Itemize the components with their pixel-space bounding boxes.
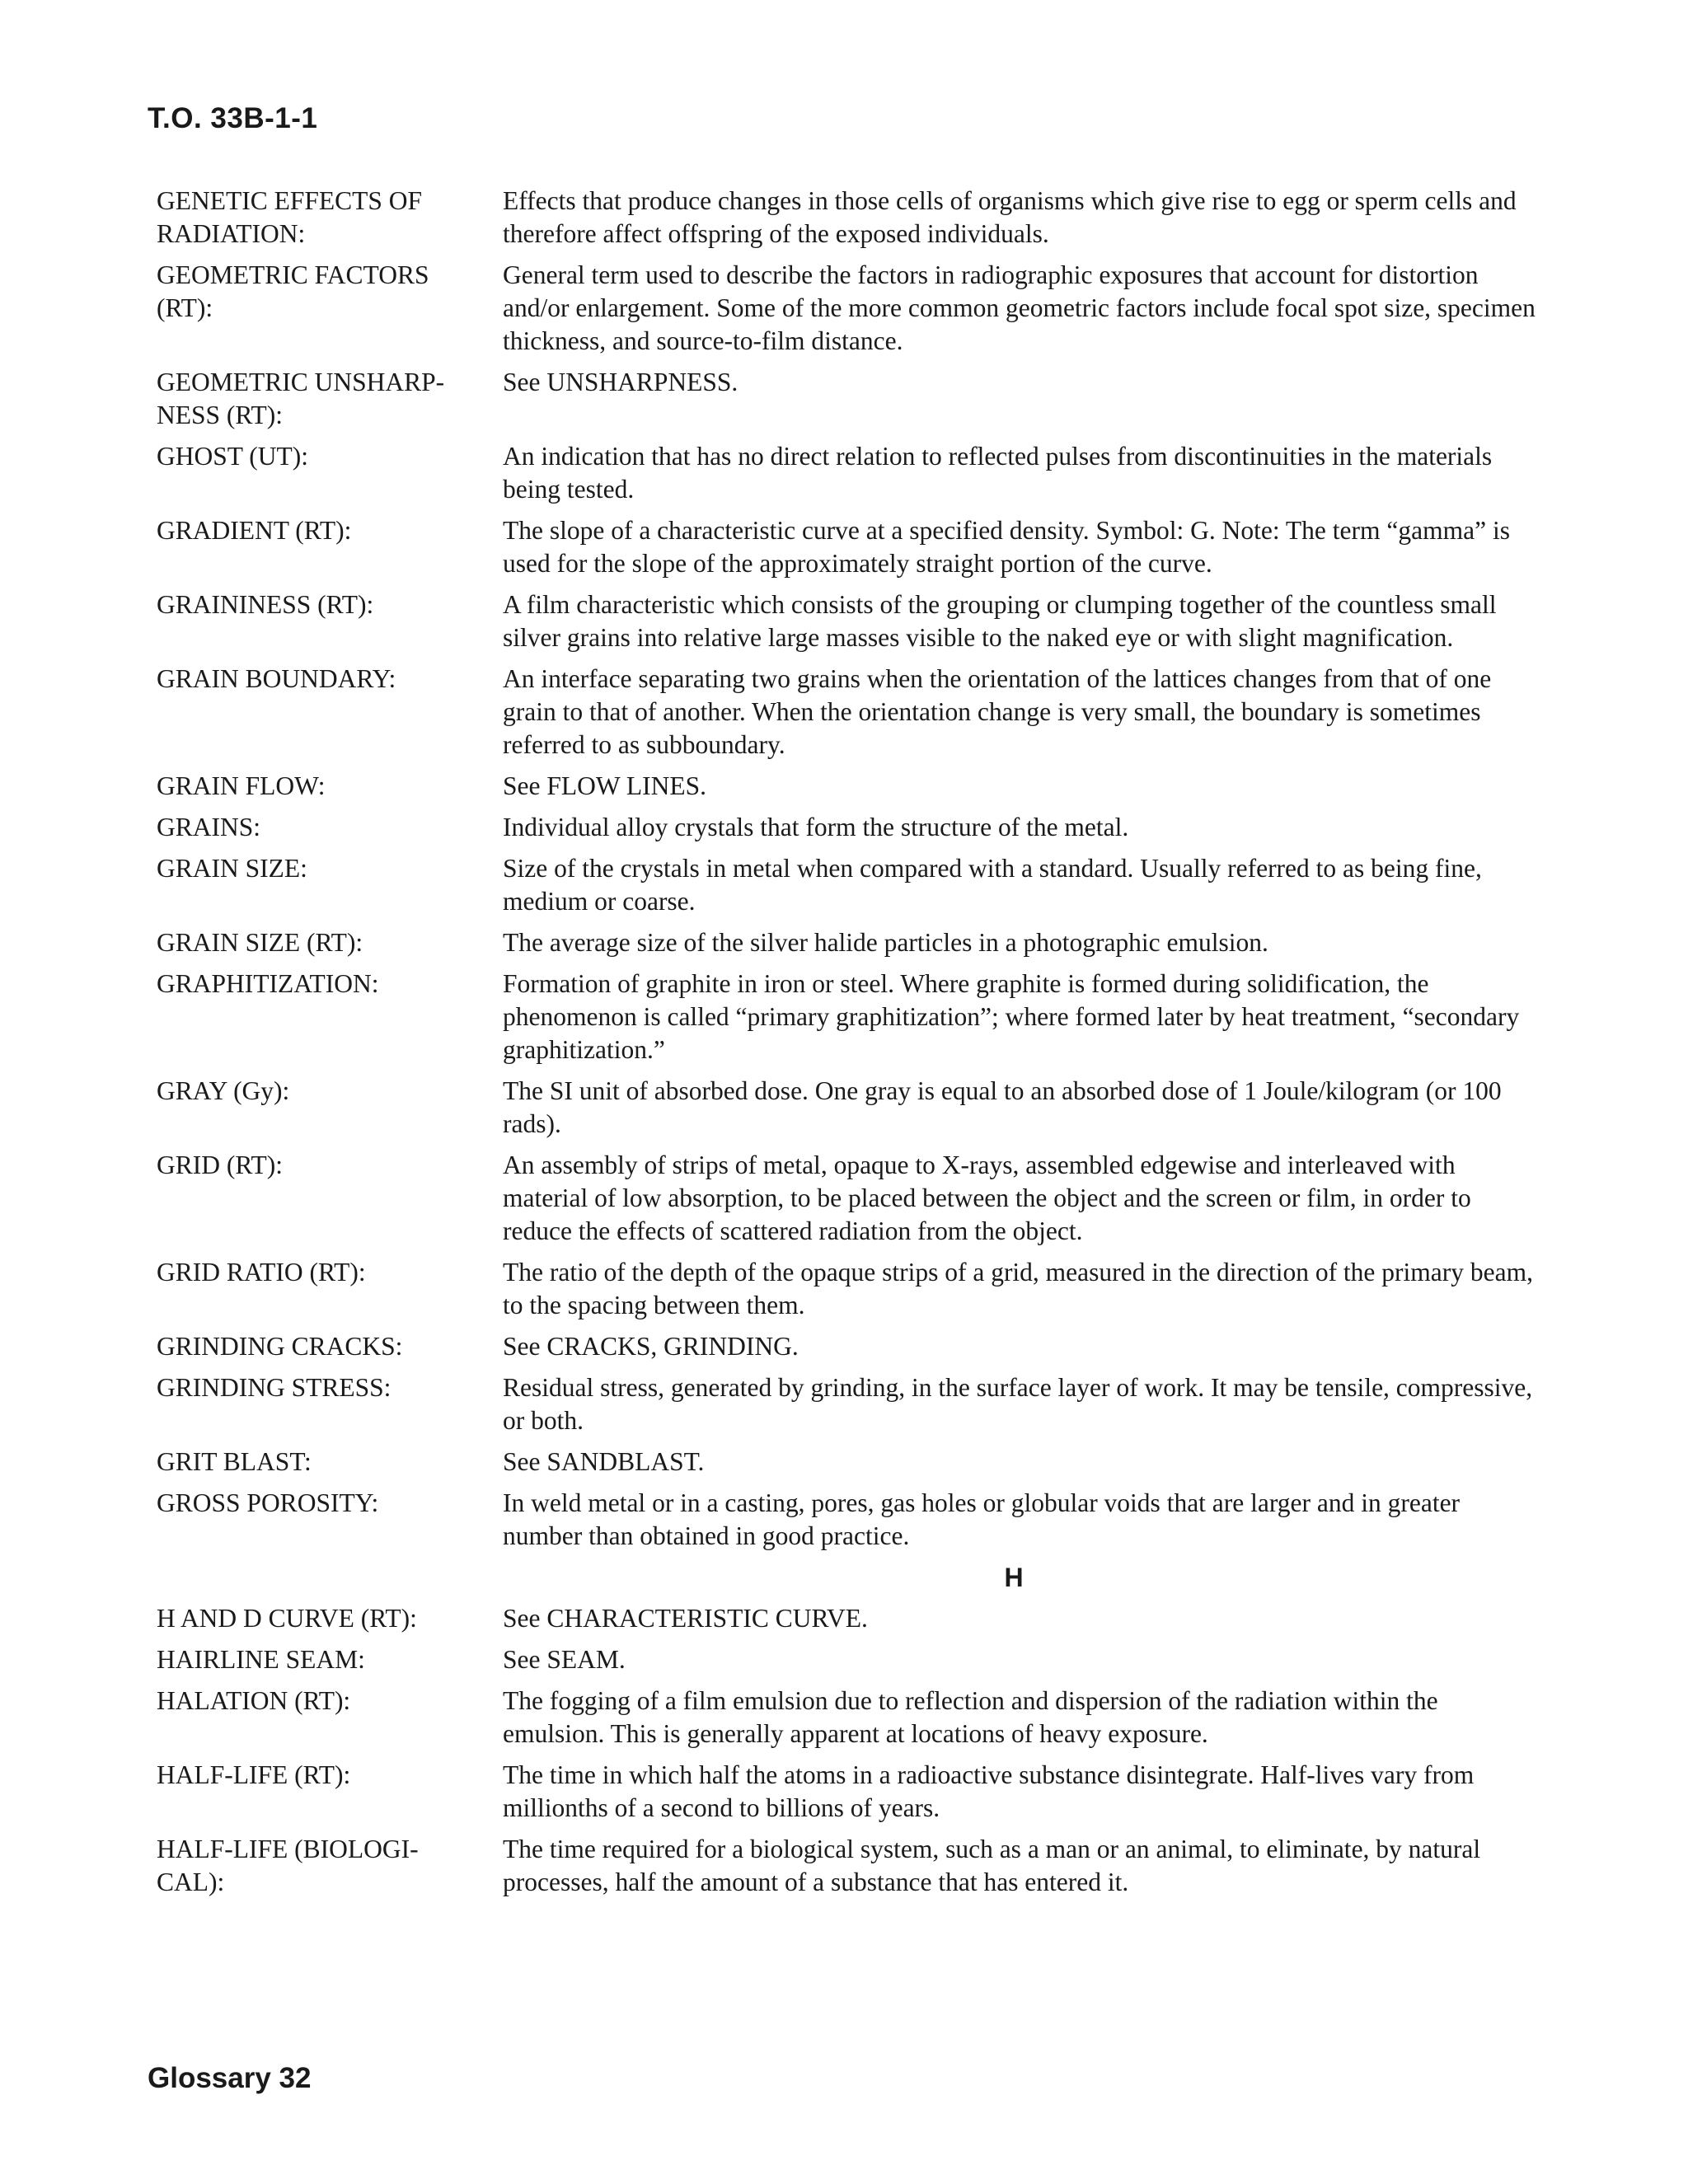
glossary-definition: An interface separating two grains when the orientation of the lattices changes from that of one grain to that of another. When the orientation change is very small, the boundary is sometimes referred to as subboundary. <box>503 664 1492 759</box>
glossary-entry <box>157 440 1541 506</box>
glossary-term: GRAININESS (RT): <box>157 590 374 619</box>
glossary-term: GRADIENT (RT): <box>157 516 352 545</box>
glossary-term: GRAIN SIZE: <box>157 854 307 883</box>
glossary-definition: Residual stress, generated by grinding, in the surface layer of work. It may be tensile, compressive, or both. <box>503 1373 1533 1435</box>
glossary-term: GRAINS: <box>157 813 261 841</box>
glossary-term: GRAIN SIZE (RT): <box>157 928 363 957</box>
glossary-term: GRINDING CRACKS: <box>157 1332 403 1361</box>
glossary-term: GRID (RT): <box>157 1151 283 1179</box>
glossary-definition: A film characteristic which consists of the grouping or clumping together of the countless small silver grains into relative large masses visible to the naked eye or with slight magnification. <box>503 590 1497 652</box>
glossary-list <box>157 185 1541 1907</box>
glossary-definition: See SANDBLAST. <box>503 1447 705 1476</box>
glossary-entry <box>157 852 1541 918</box>
glossary-entry <box>157 1446 1541 1479</box>
glossary-term: GHOST (UT): <box>157 442 309 471</box>
glossary-term: GROSS POROSITY: <box>157 1488 379 1517</box>
page-number-footer: Glossary 32 <box>148 2062 312 2094</box>
glossary-term: GRAY (Gy): <box>157 1076 290 1105</box>
glossary-definition: The slope of a characteristic curve at a specified density. Symbol: G. Note: The term “gamma” is used for the slope of the approximately straight portion of the curve. <box>503 516 1510 578</box>
glossary-definition: General term used to describe the factors in radiographic exposures that account for distortion and/or enlargement. Some of the more common geometric factors include focal spot size, specimen thickness, and source-to-film distance. <box>503 260 1536 355</box>
glossary-entry <box>157 1256 1541 1322</box>
glossary-group-g <box>157 185 1541 1553</box>
glossary-entry <box>157 1149 1541 1248</box>
glossary-entry <box>157 1759 1541 1825</box>
glossary-entry <box>157 1487 1541 1553</box>
glossary-group-h <box>157 1602 1541 1899</box>
glossary-term: GRAIN BOUNDARY: <box>157 664 396 693</box>
glossary-term: GRINDING STRESS: <box>157 1373 392 1402</box>
glossary-definition: Individual alloy crystals that form the structure of the metal. <box>503 813 1129 841</box>
glossary-term: H AND D CURVE (RT): <box>157 1604 417 1633</box>
section-letter-h: H <box>1004 1563 1024 1592</box>
glossary-entry <box>157 366 1541 432</box>
glossary-entry <box>157 259 1541 358</box>
glossary-entry <box>157 185 1541 251</box>
glossary-entry <box>157 811 1541 844</box>
glossary-term: GRID RATIO (RT): <box>157 1258 366 1286</box>
glossary-entry <box>157 514 1541 580</box>
glossary-entry <box>157 1330 1541 1363</box>
glossary-definition: In weld metal or in a casting, pores, gas holes or globular voids that are larger and in greater number than obtained in good practice. <box>503 1488 1461 1550</box>
glossary-entry <box>157 1833 1541 1899</box>
glossary-term: GEOMETRIC UNSHARP- NESS (RT): <box>157 368 445 429</box>
glossary-entry <box>157 1371 1541 1437</box>
glossary-term: GRAIN FLOW: <box>157 771 326 800</box>
glossary-term: HALATION (RT): <box>157 1686 351 1715</box>
glossary-definition: The ratio of the depth of the opaque strips of a grid, measured in the direction of the primary beam, to the spacing between them. <box>503 1258 1533 1319</box>
glossary-term: HAIRLINE SEAM: <box>157 1645 365 1674</box>
glossary-entry <box>157 1685 1541 1750</box>
glossary-definition: The SI unit of absorbed dose. One gray is equal to an absorbed dose of 1 Joule/kilogram (or 100 rads). <box>503 1076 1502 1138</box>
glossary-definition: See SEAM. <box>503 1645 626 1674</box>
glossary-term: GEOMETRIC FACTORS (RT): <box>157 260 429 322</box>
document-id-header: T.O. 33B-1-1 <box>148 102 318 134</box>
glossary-entry <box>157 1075 1541 1141</box>
glossary-entry <box>157 968 1541 1066</box>
glossary-definition: Formation of graphite in iron or steel. Where graphite is formed during solidification, the phenomenon is called “primary graphitization”; where formed later by heat treatment, “secondary graphitization.” <box>503 969 1520 1064</box>
glossary-definition: An indication that has no direct relation to reflected pulses from discontinuities in the materials being tested. <box>503 442 1493 504</box>
glossary-definition: An assembly of strips of metal, opaque to X-rays, assembled edgewise and interleaved with material of low absorption, to be placed between the object and the screen or film, in order to reduce the effects of scattered radiation from the object. <box>503 1151 1471 1245</box>
glossary-definition: The time required for a biological system, such as a man or an animal, to eliminate, by natural processes, half the amount of a substance that has entered it. <box>503 1835 1481 1896</box>
glossary-term: HALF-LIFE (BIOLOGI- CAL): <box>157 1835 419 1896</box>
glossary-entry <box>157 770 1541 803</box>
glossary-definition: See CRACKS, GRINDING. <box>503 1332 799 1361</box>
glossary-term: GRAPHITIZATION: <box>157 969 379 998</box>
glossary-entry <box>157 926 1541 959</box>
glossary-term: HALF-LIFE (RT): <box>157 1760 351 1789</box>
glossary-definition: See UNSHARPNESS. <box>503 368 738 396</box>
glossary-definition: The average size of the silver halide particles in a photographic emulsion. <box>503 928 1268 957</box>
glossary-entry <box>157 1643 1541 1676</box>
glossary-definition: The time in which half the atoms in a radioactive substance disintegrate. Half-lives vary from millionths of a second to billions of years. <box>503 1760 1475 1822</box>
glossary-entry <box>157 1602 1541 1635</box>
glossary-entry <box>157 588 1541 654</box>
glossary-term: GENETIC EFFECTS OF RADIATION: <box>157 186 423 248</box>
glossary-definition: The fogging of a film emulsion due to reflection and dispersion of the radiation within the emulsion. This is generally apparent at locations of heavy exposure. <box>503 1686 1438 1748</box>
glossary-definition: Effects that produce changes in those cells of organisms which give rise to egg or sperm cells and therefore affect offspring of the exposed individuals. <box>503 186 1517 248</box>
glossary-definition: See CHARACTERISTIC CURVE. <box>503 1604 868 1633</box>
glossary-term: GRIT BLAST: <box>157 1447 312 1476</box>
glossary-entry <box>157 663 1541 762</box>
glossary-definition: See FLOW LINES. <box>503 771 707 800</box>
glossary-definition: Size of the crystals in metal when compared with a standard. Usually referred to as being fine, medium or coarse. <box>503 854 1482 916</box>
